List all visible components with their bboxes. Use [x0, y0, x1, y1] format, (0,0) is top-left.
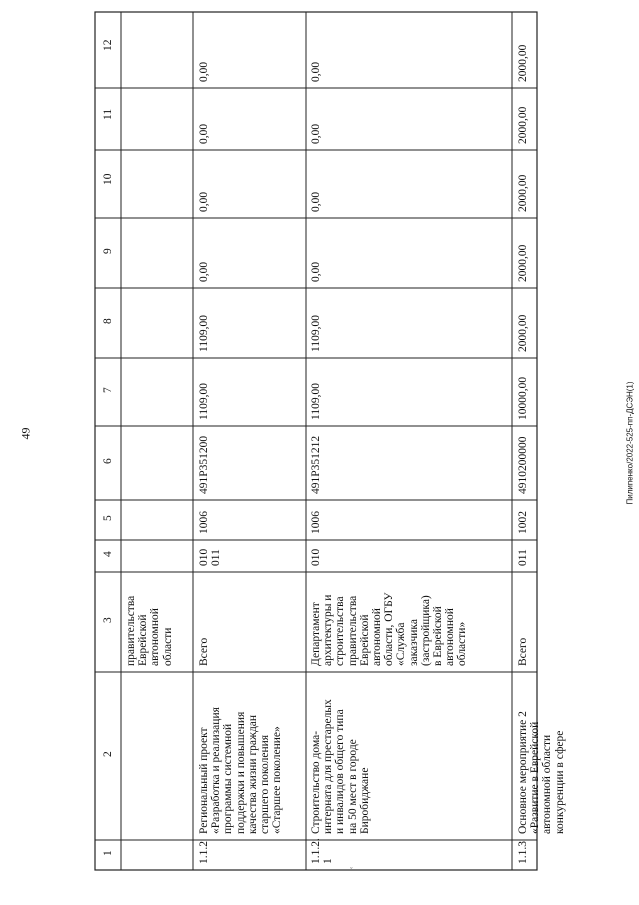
table-cell-c3: автономной: [444, 608, 457, 666]
table-cell-c1: 1.1.2.: [310, 838, 322, 864]
table-cell-c6: 491P351212: [310, 435, 322, 494]
table-cell-c2: программы системной: [222, 723, 235, 834]
table-cell-c3: области»: [456, 621, 469, 666]
table-cell-c5: 1006: [310, 511, 322, 534]
table-cell-c1: 1.1.2: [198, 841, 210, 864]
table-cell-c3: Всего: [198, 637, 210, 666]
table-cell-c2: Строительство дома-: [310, 730, 322, 834]
table-cell-c4: 010: [198, 548, 210, 566]
column-header-number: 9: [102, 248, 114, 254]
column-header-number: 7: [102, 387, 114, 393]
page-number: 49: [18, 427, 33, 440]
table-cell-c6: 4910200000: [517, 436, 529, 494]
column-header-number: 4: [102, 551, 114, 557]
table-cell-c2: конкуренции в сфере: [553, 730, 566, 834]
column-header-number: 1: [102, 850, 114, 856]
table-cell-c2: поддержки и повышения: [234, 711, 247, 834]
table-cell-c11: 2000,00: [517, 106, 529, 144]
column-header-number: 11: [102, 108, 114, 120]
table-cell-c2: старшего поколения: [259, 734, 271, 834]
table-cell-c2: Региональный проект: [198, 727, 210, 834]
table-cell-c7: 1109,00: [198, 383, 210, 420]
table-cell-c2: «Развитие в Еврейской: [529, 721, 542, 834]
column-header-number: 3: [102, 617, 114, 623]
table-cell-c2: автономной области: [541, 734, 554, 834]
table-cell-c3: области: [161, 627, 174, 666]
table-cell-c7: 10000,00: [517, 376, 529, 420]
table-cell-c2: и инвалидов общего типа: [334, 709, 347, 834]
column-header-number: 10: [102, 173, 114, 185]
table-cell-c2: «Разработка и реализация: [210, 707, 223, 834]
table-cell-c12: 2000,00: [517, 44, 529, 82]
table-cell-c3: «Служба: [395, 622, 408, 666]
table-cell-c3: строительства: [334, 596, 347, 666]
table-cell-c9: 0,00: [310, 261, 322, 282]
table-cell-c10: 2000,00: [517, 174, 529, 212]
table-cell-c6: 491P351200: [198, 435, 210, 494]
table-cell-c2: качества жизни граждан: [246, 714, 259, 834]
table-cell-c12: 0,00: [310, 61, 322, 82]
table-cell-c8: 2000,00: [517, 314, 529, 352]
table-cell-c3: правительства: [346, 595, 359, 666]
table-cell-c2: интерната для престарелых: [322, 699, 335, 834]
scan-mark: ˇ: [316, 868, 319, 877]
table-cell-c3: автономной: [149, 608, 162, 666]
table-cell-c2: Биробиджане: [358, 767, 371, 834]
column-header-number: 2: [102, 751, 114, 757]
column-header-number: 8: [102, 318, 114, 324]
table-cell-c2: Основное мероприятие 2: [517, 711, 529, 834]
table-cell-c3: области, ОГБУ: [383, 592, 396, 666]
table-cell-c10: 0,00: [198, 191, 210, 212]
table-cell-c4: 011: [210, 549, 223, 566]
column-header-number: 12: [102, 39, 114, 51]
column-header-number: 6: [102, 458, 114, 464]
table-cell-c2: на 50 мест в городе: [346, 739, 359, 834]
table-cell-c7: 1109,00: [310, 383, 322, 420]
table-cell-c3: в Еврейской: [432, 606, 444, 666]
table-cell-c12: 0,00: [198, 61, 210, 82]
table-cell-c3: Еврейской: [137, 614, 150, 666]
document-id: Пилипенко/2022-525-пп-ДСЭН(1): [625, 381, 635, 505]
table-cell-c3: (застройщика): [419, 595, 432, 666]
table-cell-c3: Всего: [517, 637, 529, 666]
table-cell-c1: 1: [322, 858, 335, 864]
table-cell-c3: Департамент: [310, 602, 322, 666]
table-cell-c10: 0,00: [310, 191, 322, 212]
table-cell-c9: 2000,00: [517, 244, 529, 282]
table-cell-c11: 0,00: [310, 123, 322, 144]
table-cell-c5: 1002: [517, 511, 529, 534]
table-cell-c11: 0,00: [198, 123, 210, 144]
table-cell-c2: «Старшее поколение»: [271, 726, 284, 834]
table-cell-c3: архитектуры и: [322, 594, 335, 666]
table-cell-c3: заказчика: [407, 619, 420, 666]
table-cell-c3: автономной: [371, 608, 383, 666]
table-cell-c4: 011: [517, 549, 529, 566]
table-cell-c5: 1006: [198, 511, 210, 534]
table-cell-c4: 010: [310, 548, 322, 566]
table-cell-c9: 0,00: [198, 261, 210, 282]
table-cell-c8: 1109,00: [310, 315, 322, 352]
table-cell-c3: Еврейской: [358, 614, 371, 666]
scan-mark: ˇ: [350, 866, 353, 875]
column-header-number: 5: [102, 515, 114, 521]
table-cell-c3: правительства: [125, 595, 137, 666]
table-cell-c8: 1109,00: [198, 315, 210, 352]
table-cell-c1: 1.1.3: [517, 841, 529, 864]
